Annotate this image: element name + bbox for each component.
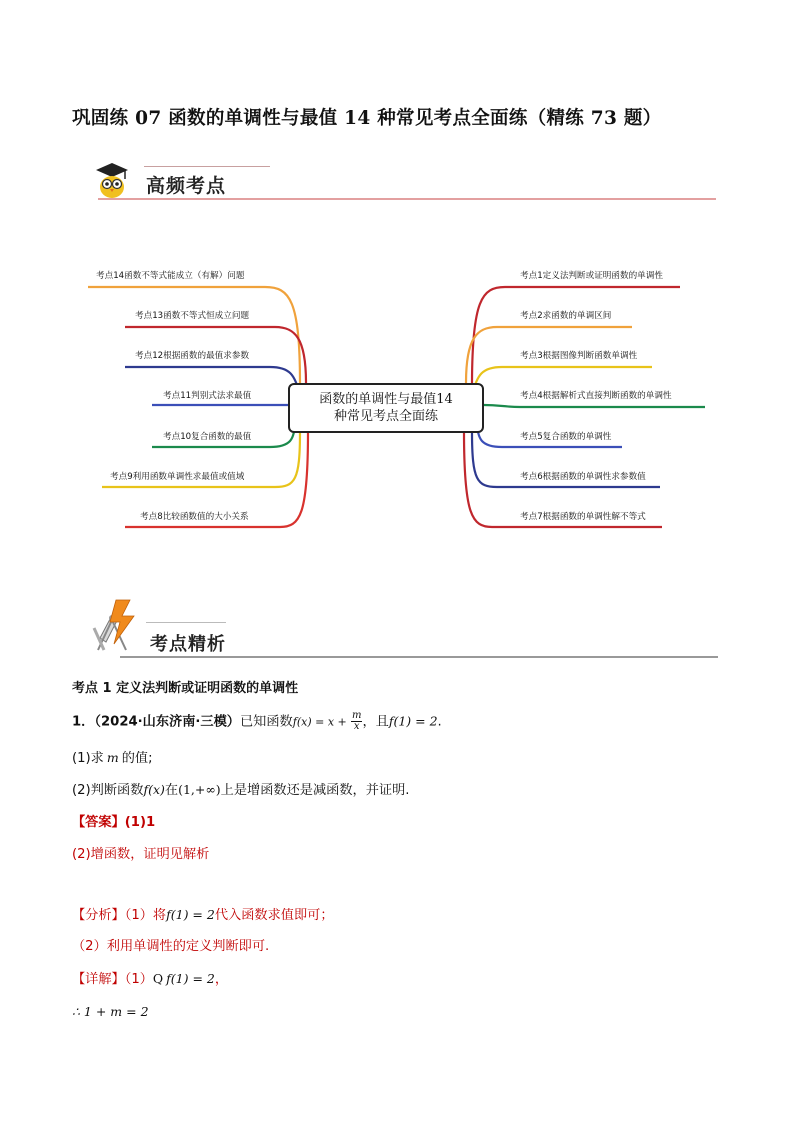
detail-tag: 【详解】 bbox=[72, 972, 125, 987]
analysis-text: （1）将 bbox=[124, 908, 167, 923]
interval: (1,+∞) bbox=[178, 782, 221, 797]
fraction-denominator: x bbox=[353, 721, 360, 732]
answer-text: (1)1 bbox=[124, 815, 156, 830]
mindmap-topic-10: 考点10复合函数的最值 bbox=[163, 432, 252, 442]
since-symbol: Q bbox=[152, 971, 164, 986]
branch-left-14 bbox=[88, 287, 300, 385]
branch-right-1 bbox=[472, 287, 680, 385]
condition-expression: f(1) = 2 bbox=[388, 713, 438, 729]
mindmap-topic-13: 考点13函数不等式恒成立问题 bbox=[135, 311, 250, 321]
part-text: 的值; bbox=[121, 751, 153, 766]
fraction-m-over-x bbox=[351, 711, 362, 732]
document-title: 巩固练 07 函数的单调性与最值 14 种常见考点全面练（精练 73 题） bbox=[72, 108, 662, 129]
section-banner-analysis bbox=[90, 598, 718, 662]
banner-top-rule bbox=[146, 622, 226, 623]
branch-right-4 bbox=[484, 405, 705, 407]
mindmap-topic-11: 考点11判别式法求最值 bbox=[163, 391, 252, 401]
detail-line-2: ∴ 1 + m = 2 bbox=[72, 1004, 149, 1019]
mindmap bbox=[0, 0, 794, 560]
section-heading: 考点精析 bbox=[150, 634, 226, 655]
answer-tag: 【答案】 bbox=[72, 815, 125, 830]
variable-m: m bbox=[106, 750, 119, 765]
mindmap-topic-7: 考点7根据函数的单调性解不等式 bbox=[520, 512, 646, 522]
detail-line-1 bbox=[72, 969, 228, 990]
question-text: ，且 bbox=[362, 714, 389, 730]
mindmap-topic-5: 考点5复合函数的单调性 bbox=[520, 432, 612, 442]
question-source: （2024·山东济南·三模） bbox=[94, 714, 240, 730]
analysis-tag: 【分析】 bbox=[72, 908, 125, 923]
question-number: 1． bbox=[72, 714, 95, 730]
mindmap-topic-12: 考点12根据函数的最值求参数 bbox=[135, 351, 250, 361]
question-text: . bbox=[437, 714, 442, 730]
mindmap-topic-8: 考点8比较函数值的大小关系 bbox=[140, 512, 249, 522]
part-text: 上是增函数还是减函数，并证明. bbox=[220, 783, 410, 798]
ruler-compass-icon bbox=[90, 598, 142, 654]
answer-line-1 bbox=[72, 813, 155, 833]
detail-text: ， bbox=[214, 972, 229, 987]
part-text: (1)求 bbox=[72, 751, 104, 766]
mindmap-topic-6: 考点6根据函数的单调性求参数值 bbox=[520, 472, 646, 482]
section-heading: 高频考点 bbox=[146, 175, 227, 197]
analysis-line-1 bbox=[72, 905, 334, 926]
mindmap-topic-9: 考点9利用函数单调性求最值或值域 bbox=[110, 472, 245, 482]
banner-bottom-rule bbox=[120, 656, 718, 658]
analysis-math: f(1) = 2 bbox=[166, 907, 215, 922]
topic-heading: 考点 1 定义法判断或证明函数的单调性 bbox=[72, 681, 299, 696]
mindmap-center-line1: 函数的单调性与最值14 bbox=[319, 392, 453, 407]
mindmap-topic-4: 考点4根据解析式直接判断函数的单调性 bbox=[520, 391, 672, 401]
mindmap-topic-3: 考点3根据图像判断函数单调性 bbox=[520, 351, 638, 361]
question-1-part-2 bbox=[72, 780, 409, 801]
mindmap-center-node bbox=[288, 383, 484, 433]
mindmap-topic-14: 考点14函数不等式能成立（有解）问题 bbox=[96, 271, 245, 281]
mindmap-center-line2: 种常见考点全面练 bbox=[333, 409, 438, 424]
analysis-line-2: （2）利用单调性的定义判断即可. bbox=[72, 939, 270, 954]
mindmap-topic-2: 考点2求函数的单调区间 bbox=[520, 311, 612, 321]
detail-text: （1） bbox=[124, 972, 153, 987]
question-1-part-1 bbox=[72, 748, 153, 769]
question-1-stem bbox=[72, 711, 442, 733]
fraction-numerator: m bbox=[351, 710, 362, 721]
function-expression: f(x) = x + bbox=[292, 715, 347, 729]
mindmap-topic-1: 考点1定义法判断或证明函数的单调性 bbox=[520, 271, 663, 281]
function-f-x: f(x) bbox=[143, 782, 165, 797]
detail-math: f(1) = 2 bbox=[166, 971, 215, 986]
part-text: (2)判断函数 bbox=[72, 783, 144, 798]
part-text: 在 bbox=[164, 783, 179, 798]
answer-line-2: (2)增函数，证明见解析 bbox=[72, 847, 210, 862]
question-text: 已知函数 bbox=[240, 714, 293, 730]
analysis-text: 代入函数求值即可； bbox=[214, 908, 334, 923]
